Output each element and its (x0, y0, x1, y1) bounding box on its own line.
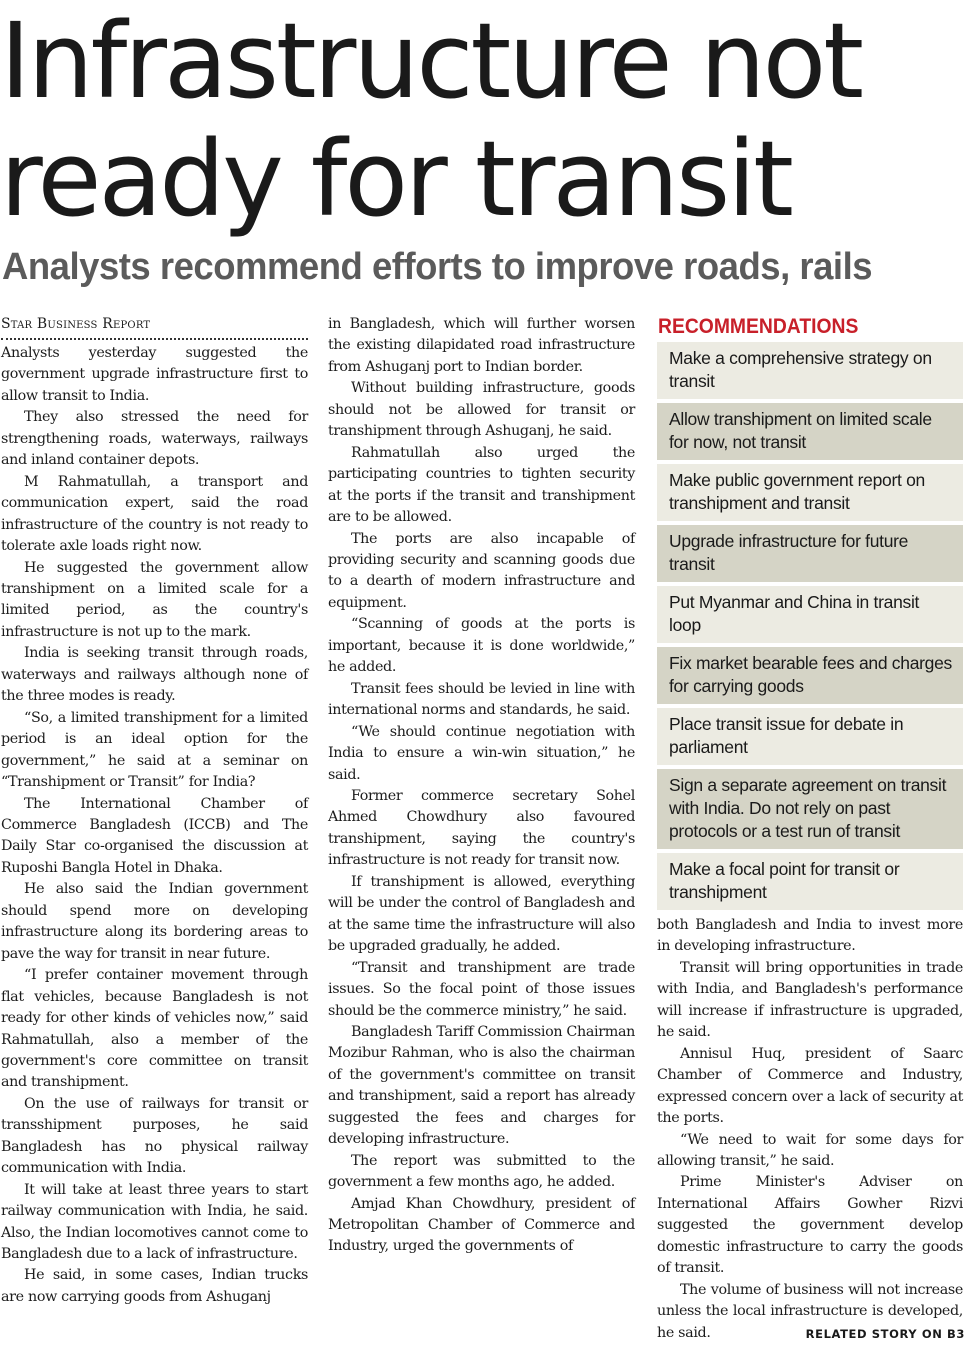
paragraph: Transit will bring opportunities in trade with India, and Bangladesh's performance will increase if infrastructure is upgraded, he said. (657, 959, 963, 1041)
related-story-link[interactable]: RELATED STORY ON B3 (805, 1327, 965, 1341)
paragraph: It will take at least three years to start railway communication with India, he said. Also, the Indian locomotives cannot come to Bangladesh due to a lack of infrastructure. (1, 1181, 308, 1263)
article-column-1 (1, 314, 308, 1308)
headline-line-2: ready for transit (0, 118, 791, 240)
recommendation-item: Sign a separate agreement on transit with India. Do not rely on past protocols or a test run of transit (657, 769, 963, 849)
paragraph: He also said the Indian government should spend more on developing infrastructure along its bordering areas to pave the way for transit in near future. (1, 881, 308, 962)
paragraph: “Scanning of goods at the ports is important, because it is done worldwide,” he added. (328, 616, 635, 676)
paragraph: They also stressed the need for strengthening roads, waterways, railways and inland container depots. (1, 409, 308, 469)
paragraph: “Transit and transhipment are trade issues. So the focal point of those issues should be the commerce ministry,” he said. (328, 959, 635, 1019)
paragraph: The volume of business will not increase unless the local infrastructure is developed, he said. (657, 1281, 963, 1341)
paragraph: He suggested the government allow transhipment on a limited scale for a limited period, as the country's infrastructure is not up to the mark. (1, 559, 308, 640)
recommendations-title: RECOMMENDATIONS (658, 315, 859, 338)
paragraph: Bangladesh Tariff Commission Chairman Mozibur Rahman, who is also the chairman of the government's committee on transit and transhipment, said a report has already suggested the fees and charges for developing infrastructure. (328, 1023, 635, 1148)
paragraph: “I prefer container movement through flat vehicles, because Bangladesh is not ready for other kinds of vehicles now,” said Rahmatullah, also a member of the government's core committee on transit and transhipment. (1, 967, 308, 1091)
recommendation-item: Make public government report on transhipment and transit (657, 464, 963, 521)
paragraph: “So, a limited transhipment for a limited period is an ideal option for the government,” he said at a seminar on “Transhipment or Transit” for India? (1, 709, 308, 791)
paragraph: Rahmatullah also urged the participating countries to tighten security at the ports if the transit and transhipment are to be allowed. (328, 444, 635, 526)
recommendation-item: Fix market bearable fees and charges for carrying goods (657, 647, 963, 704)
recommendation-item: Make a focal point for transit or transhipment (657, 853, 963, 910)
article-column-3 (657, 915, 963, 1344)
paragraph: both Bangladesh and India to invest more in developing infrastructure. (657, 917, 963, 955)
paragraph: The report was submitted to the government a few months ago, he added. (328, 1152, 635, 1191)
paragraph: Prime Minister's Adviser on International Affairs Gowher Rizvi suggested the government develop domestic infrastructure to carry the goods of transit. (657, 1174, 963, 1277)
byline: Star Business Report (1, 314, 308, 340)
headline (0, 2, 977, 238)
paragraph: India is seeking transit through roads, waterways and railways although none of the three modes is ready. (1, 645, 308, 705)
recommendation-item: Place transit issue for debate in parliament (657, 708, 963, 765)
recommendation-item: Put Myanmar and China in transit loop (657, 586, 963, 643)
paragraph: If transhipment is allowed, everything will be under the control of Bangladesh and at the same time the infrastructure will also be upgraded gradually, he added. (328, 873, 635, 955)
paragraph: Annisul Huq, president of Saarc Chamber of Commerce and Industry, expressed concern over a lack of security at the ports. (657, 1045, 963, 1127)
paragraph: in Bangladesh, which will further worsen the existing dilapidated road infrastructure from Ashuganj port to Indian border. (328, 316, 635, 375)
recommendation-item: Upgrade infrastructure for future transit (657, 525, 963, 582)
paragraph: M Rahmatullah, a transport and communication expert, said the road infrastructure of the country is not ready to tolerate axle loads right now. (1, 473, 308, 555)
paragraph: “We need to wait for some days for allowing transit,” he said. (657, 1131, 963, 1169)
paragraph: The ports are also incapable of providing security and scanning goods due to a dearth of modern infrastructure and equipment. (328, 530, 635, 611)
paragraph: He said, in some cases, Indian trucks are now carrying goods from Ashuganj (1, 1267, 308, 1305)
paragraph: The International Chamber of Commerce Bangladesh (ICCB) and The Daily Star co-organised the discussion at Ruposhi Bangla Hotel in Dhaka. (1, 795, 308, 876)
paragraph: Without building infrastructure, goods should not be allowed for transit or transhipment through Ashuganj, he said. (328, 380, 635, 440)
recommendation-item: Make a comprehensive strategy on transit (657, 342, 963, 399)
paragraph: On the use of railways for transit or transshipment purposes, he said Bangladesh has no physical railway communication with India. (1, 1095, 308, 1177)
paragraph: Amjad Khan Chowdhury, president of Metropolitan Chamber of Commerce and Industry, urged the governments of (328, 1195, 635, 1255)
headline-line-1: Infrastructure not (0, 0, 862, 122)
recommendations-box (657, 314, 963, 914)
recommendation-item: Allow transhipment on limited scale for now, not transit (657, 403, 963, 460)
paragraph: Former commerce secretary Sohel Ahmed Chowdhury also favoured transhipment, saying the country's infrastructure is not ready for transit now. (328, 787, 635, 869)
article-column-2 (328, 314, 635, 1258)
subheadline: Analysts recommend efforts to improve roads, rails (2, 246, 873, 288)
paragraph: Analysts yesterday suggested the government upgrade infrastructure first to allow transit to India. (1, 345, 308, 404)
paragraph: Transit fees should be levied in line with international norms and standards, he said. (328, 680, 635, 719)
paragraph: “We should continue negotiation with India to ensure a win-win situation,” he said. (328, 723, 635, 783)
